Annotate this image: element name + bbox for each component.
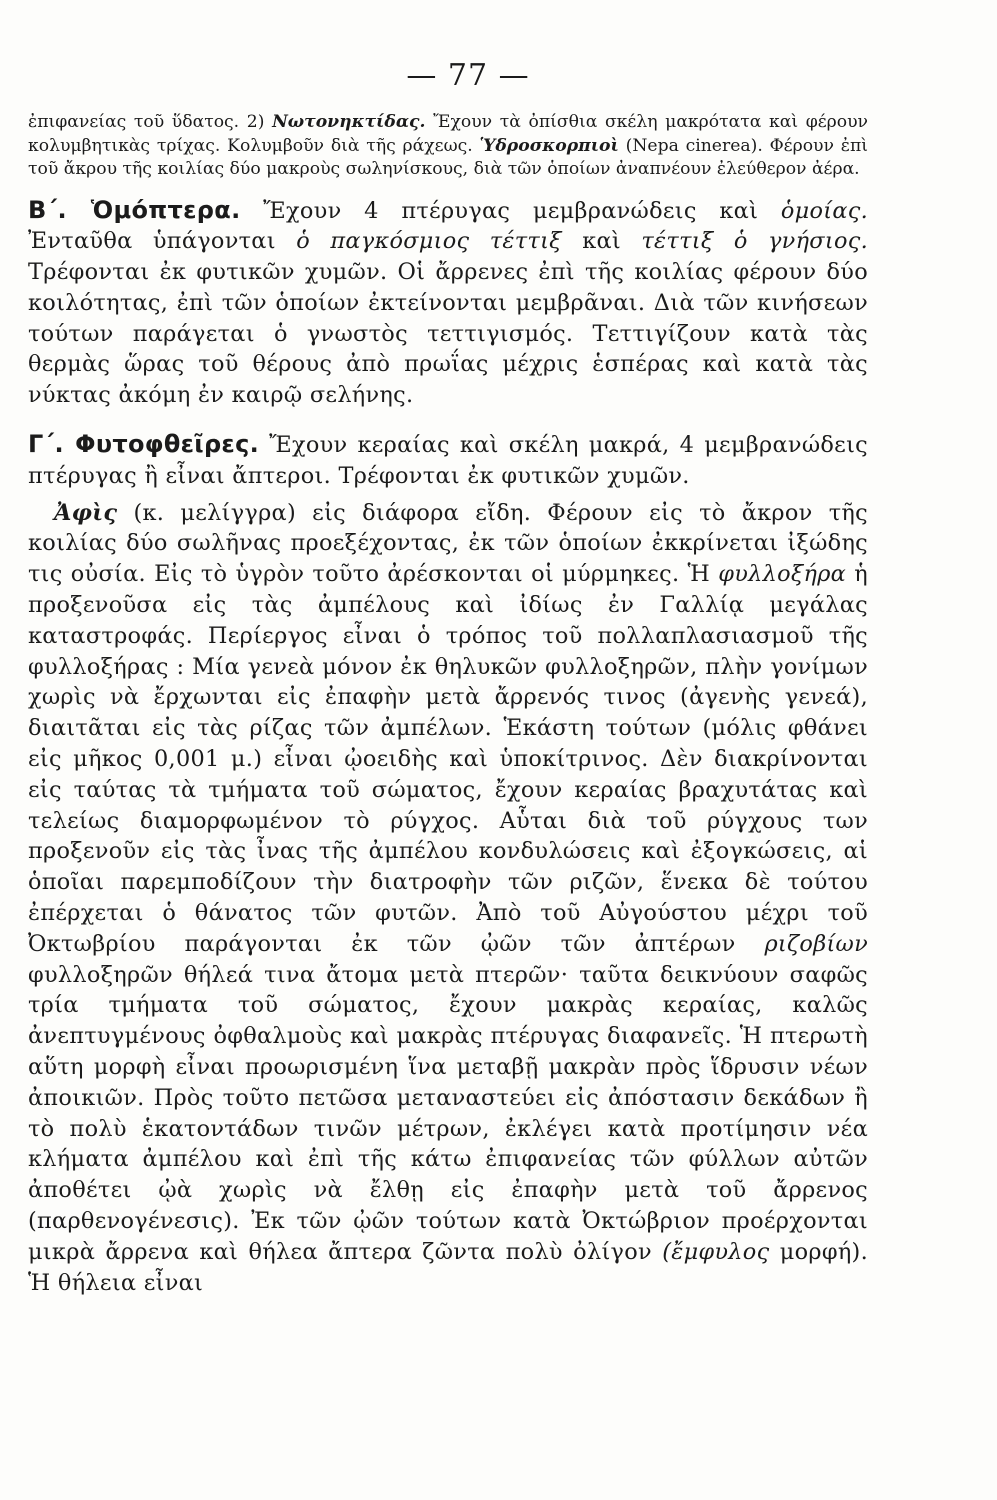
italic-term: τέττιξ ὁ γνήσιος. — [641, 228, 868, 255]
italic-term: ριζοβίων — [764, 930, 868, 957]
text-span: ἐπιφανείας τοῦ ὕδατος. 2) — [28, 112, 273, 132]
text-span: (κ. μελίγγρα) εἰς διάφορα εἴδη. Φέρουν εἰς τὸ ἄκρον τῆς κοιλίας δύο σωλῆνας προεξέχοντας, ἐκ τῶν ὁποίων ἐκκρίνεται ἰξώδης τις οὐσία. Εἰς τὸ ὑγρὸν τοῦτο ἀρέσκονται οἱ μύρμηκες. Ἡ — [28, 499, 868, 588]
text-span: Τρέφονται ἐκ φυτικῶν χυμῶν. Οἱ ἄρρενες ἐπὶ τῆς κοιλίας φέρουν δύο κοιλότητας, ἐπὶ τῶν ὁποίων ἐκτείνονται μεμβρᾶναι. Διὰ τῶν κινήσεων τούτων παράγεται ὁ γνωστὸς τεττιγισμός. Τεττιγίζουν κατὰ τὰς θερμὰς ὥρας τοῦ θέρους ἀπὸ πρωΐας μέχρις ἑσπέρας καὶ κατὰ τὰς νύκτας ἀκόμη ἐν καιρῷ σελήνης. — [28, 259, 868, 409]
paragraph-water-bugs — [28, 111, 868, 182]
italic-term: ὁμοίας. — [780, 197, 868, 224]
paragraph-aphis — [28, 498, 868, 1299]
italic-term: ὁ παγκόσμιος τέττιξ — [296, 228, 562, 255]
term-nepa: Ὑδροσκορπιοὶ — [479, 135, 619, 156]
section-heading-homoptera: Β΄. Ὁμόπτερα. — [28, 195, 241, 224]
text-span: Ἔχουν 4 πτέρυγας μεμβρανώδεις καὶ — [240, 197, 781, 224]
text-span: φυλλοξηρῶν θήλεά τινα ἄτομα μετὰ πτερῶν· ταῦτα δεικνύουν σαφῶς τρία τμήματα τοῦ σώματος, ἔχουν μακρὰς κεραίας, καλῶς ἀνεπτυγμένους ὀφθαλμοὺς καὶ μακρὰς πτέρυγας διαφανεῖς. Ἡ πτερωτὴ αὕτη μορφὴ εἶναι προωρισμένη ἵνα μεταβῇ μακρὰν πρὸς ἵδρυσιν νέων ἀποικιῶν. Πρὸς τοῦτο πετῶσα μεταναστεύει εἰς ἀπόστασιν δεκάδων ἢ τὸ πολὺ ἑκατοντάδων τινῶν μέτρων, ἐκλέγει κατὰ προτίμησιν νέα κλήματα ἀμπέλου καὶ ἐπὶ τῆς κάτω ἐπιφανείας τῶν φύλλων αὐτῶν ἀποθέτει ᾠὰ χωρὶς νὰ ἔλθῃ εἰς ἐπαφὴν μετὰ τοῦ ἄρρενος (παρθενογένεσις). Ἐκ τῶν ᾠῶν τούτων κατὰ Ὀκτώβριον προέρχονται μικρὰ ἄρρενα καὶ θήλεα ἄπτερα ζῶντα πολὺ ὀλίγον — [28, 961, 868, 1265]
text-span: Ἔχουν τὰ ὀπίσθια σκέλη μακρότατα καὶ φέρουν κολυμβητικὰς τρίχας. Κολυμβοῦν διὰ τῆς ράχεως. — [28, 112, 868, 156]
paragraph-homoptera — [28, 195, 868, 412]
text-span: Ἐνταῦθα ὑπάγονται — [28, 228, 297, 255]
italic-term: φυλλοξήρα — [718, 561, 847, 588]
paragraph-phytophthires — [28, 429, 868, 492]
text-span: (Nepa cinerea). Φέρουν ἐπὶ τοῦ ἄκρου τῆς κοιλίας δύο μακροὺς σωληνίσκους, διὰ τῶν ὁποίων ἀναπνέουν ἐλεύθερον ἀέρα. — [28, 135, 868, 179]
term-notonectidae: Νωτονηκτίδας. — [272, 112, 426, 132]
term-aphis: Ἀφὶς — [54, 499, 118, 526]
section-heading-phytophthires: Γ΄. Φυτοφθεῖρες. — [28, 430, 260, 459]
book-page — [28, 58, 868, 1298]
italic-term: (ἔμφυλος — [662, 1238, 770, 1265]
text-span: ἡ προξενοῦσα εἰς τὰς ἀμπέλους καὶ ἰδίως ἐν Γαλλίᾳ μεγάλας καταστροφάς. Περίεργος εἶναι ὁ τρόπος τοῦ πολλαπλασιασμοῦ τῆς φυλλοξήρας : Μία γενεὰ μόνον ἐκ θηλυκῶν φυλλοξηρῶν, πλὴν γονίμων χωρὶς νὰ ἔρχωνται εἰς ἐπαφὴν μετὰ ἄρρενός τινος (ἀγενὴς γενεά), διαιτᾶται εἰς τὰς ρίζας τῶν ἀμπέλων. Ἑκάστη τούτων (μόλις φθάνει εἰς μῆκος 0,001 μ.) εἶναι ᾠοειδὴς καὶ ὑποκίτρινος. Δὲν διακρίνονται εἰς ταύτας τὰ τμήματα τοῦ σώματος, ἔχουν κεραίας βραχυτάτας καὶ τελείως διαμορφωμένον τὸ ρύγχος. Αὗται διὰ τοῦ ρύγχους των προξενοῦν εἰς τὰς ἶνας τῆς ἀμπέλου κονδυλώσεις καὶ ἐξογκώσεις, αἱ ὁποῖαι παρεμποδίζουν τὴν διατροφὴν τῶν ριζῶν, ἕνεκα δὲ τούτου ἐπέρχεται ὁ θάνατος τῶν φυτῶν. Ἀπὸ τοῦ Αὐγούστου μέχρι τοῦ Ὀκτωβρίου παράγονται ἐκ τῶν ᾠῶν τῶν ἀπτέρων — [28, 561, 868, 957]
text-span: Ἔχουν κεραίας καὶ σκέλη μακρά, 4 μεμβρανώδεις πτέρυγας ἢ εἶναι ἄπτεροι. Τρέφονται ἐκ φυτικῶν χυμῶν. — [28, 432, 868, 489]
text-span: μορφή). Ἡ θήλεια εἶναι — [28, 1238, 868, 1296]
text-span: καὶ — [561, 228, 642, 255]
page-number: — 77 — — [406, 58, 530, 93]
